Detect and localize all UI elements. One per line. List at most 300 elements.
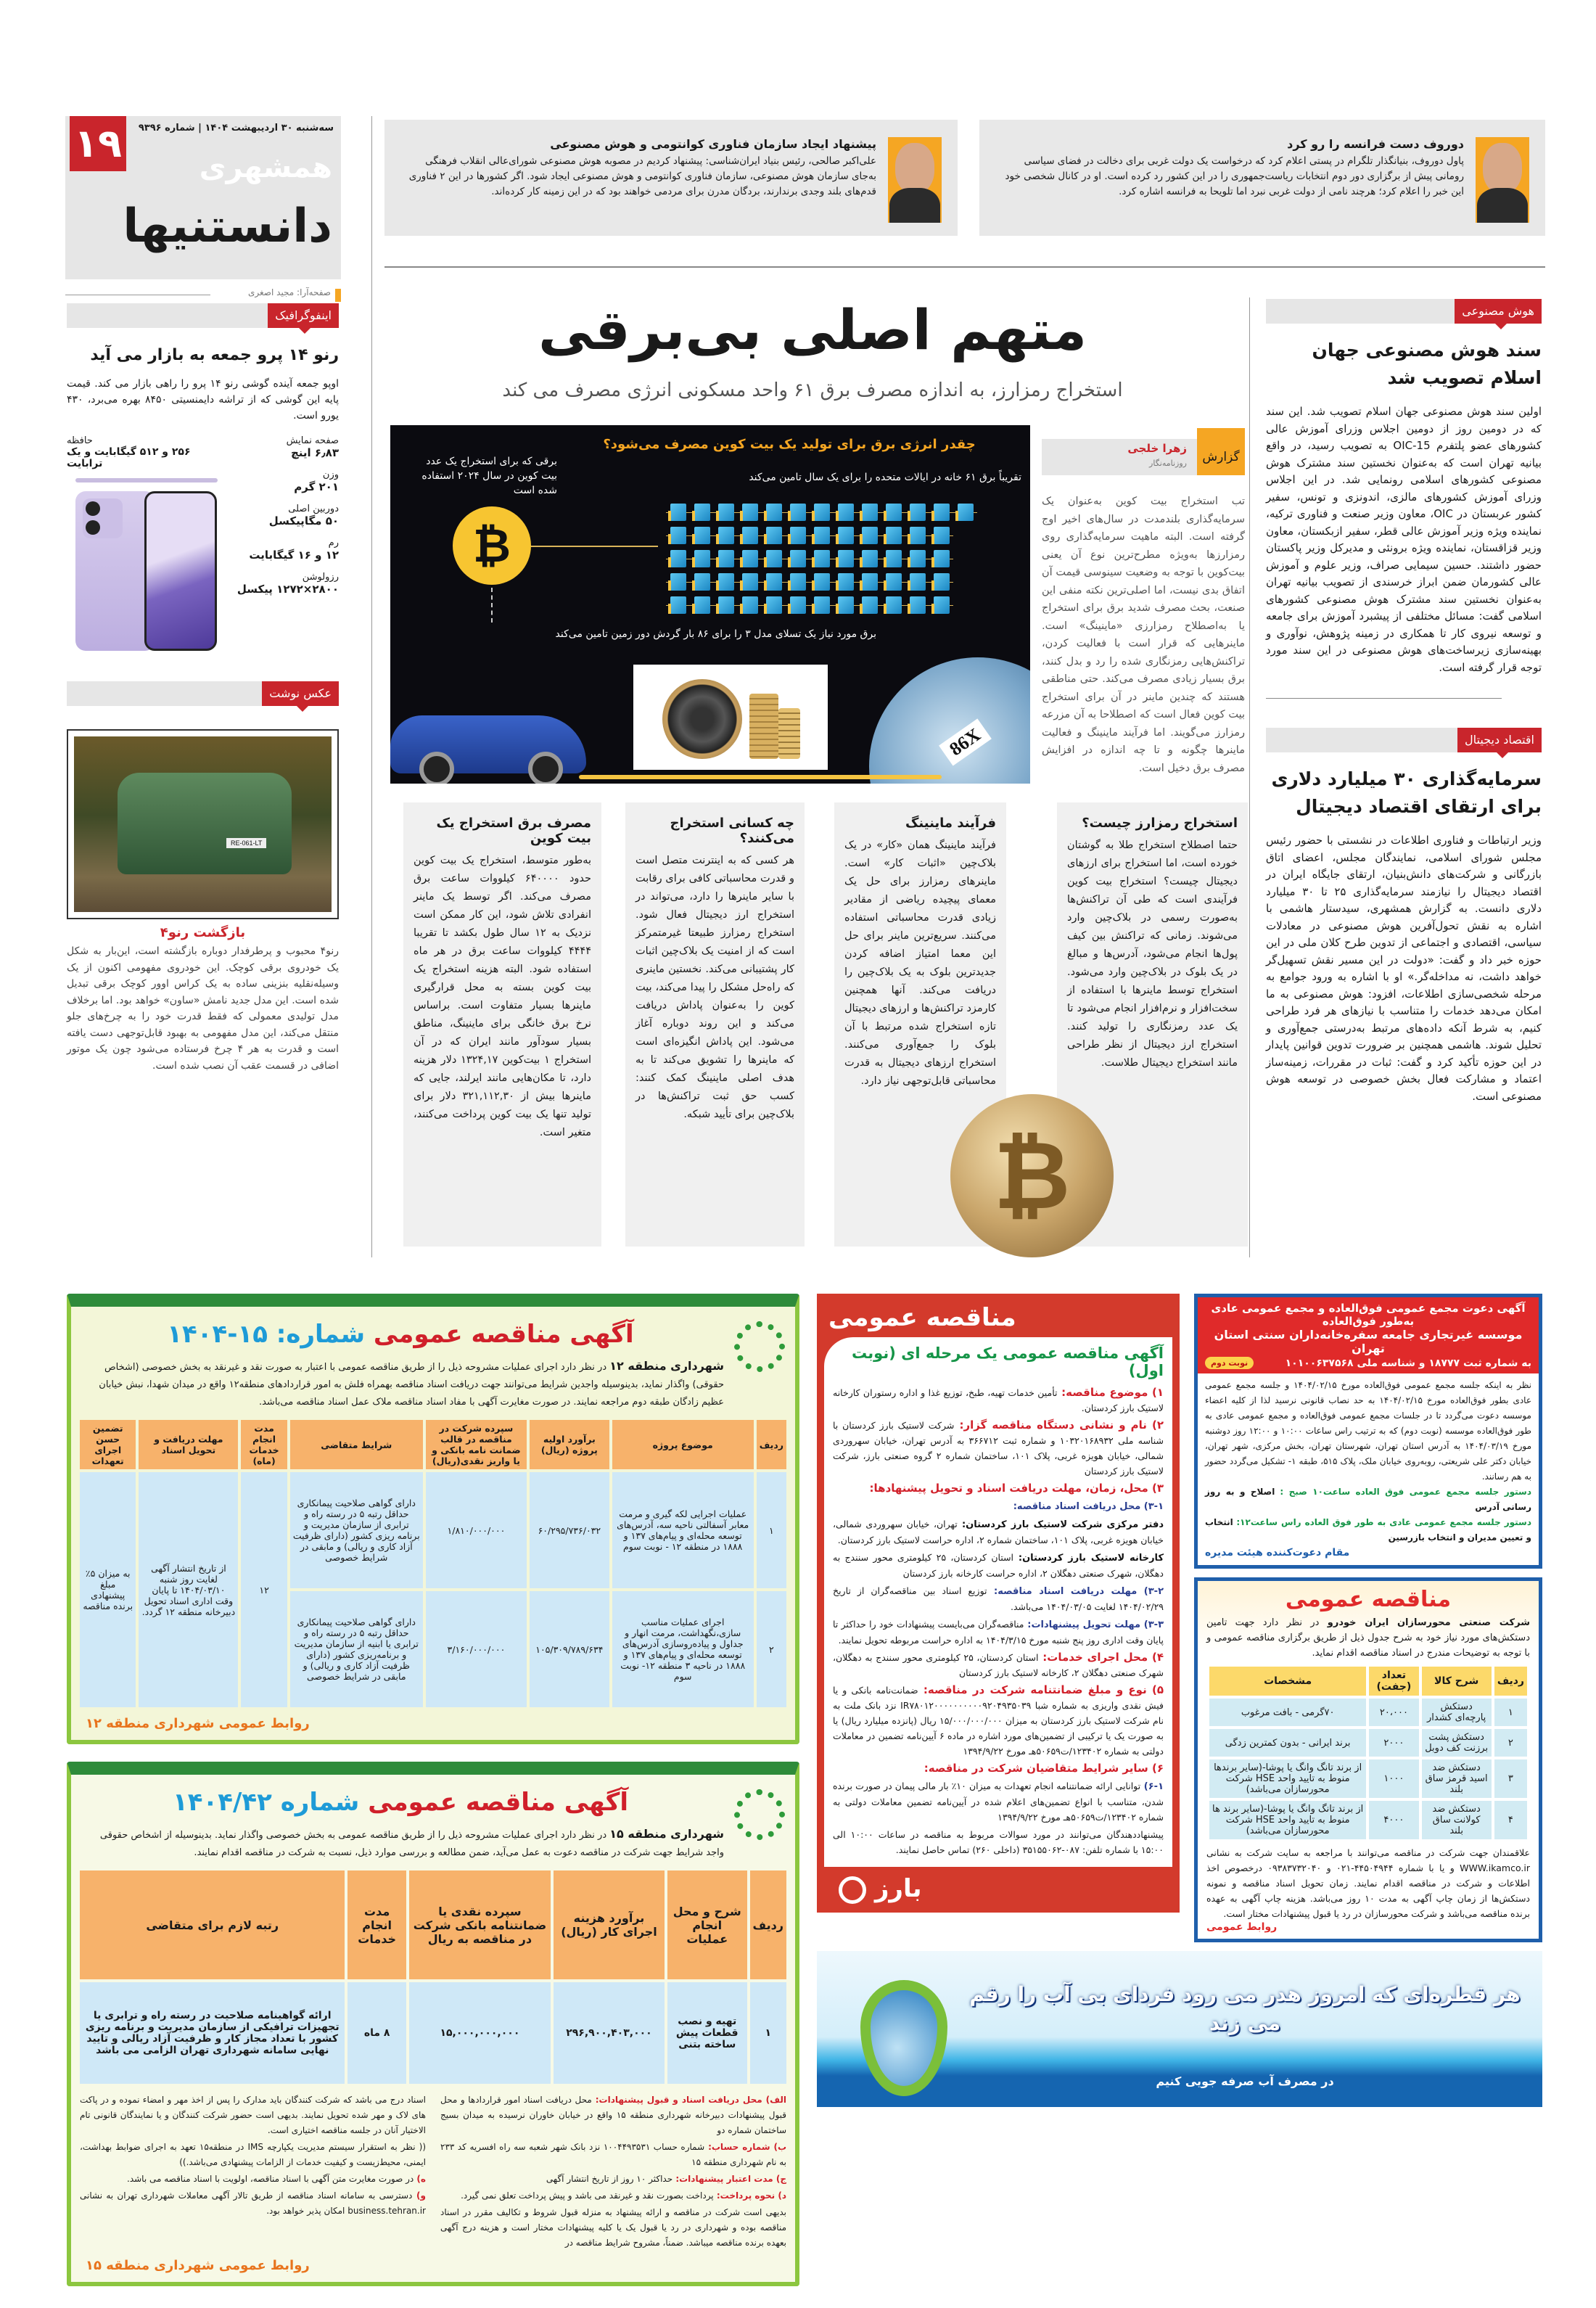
ad-title-line: به شماره ثبت ۱۸۷۷۷ و شناسه ملی ۱۰۱۰۰۶۳۷۵۶۸ xyxy=(1285,1357,1531,1369)
ads-area xyxy=(67,1294,1542,2286)
table-cell: ۲۰۰۰ xyxy=(1369,1729,1418,1757)
ad-headline: هر قطره‌ای که امروز هدر می رود فردای بی آب را رقم می زند xyxy=(969,1982,1521,2035)
spec-label: دوربین اصلی xyxy=(288,504,339,514)
ad-intro-text: در نظر دارد اجرای عملیات مشروحه ذیل را از طریق مناقصه عمومی به بخش خصوصی واگذار نماید. بدینوسیله از اشخاص حقوقی واجد شرایط جهت شرکت در مناقصه دعوت به عمل می‌آید، ضمن مطالعه و بررسی موارد ذیل، نسبت به شرکت در مناقصه اقدام نمایند. xyxy=(99,1830,724,1858)
data-table xyxy=(77,1417,789,1710)
ad-note-text: (( نظر به استقرار سیستم مدیریت یکپارچه IMS در منطقه۱۵ تعهد به اجرای ضوابط بهداشت، ایمنی، محیط‌زیست و کیفیت خدمات از الزامات پیشنهادی می‌باشد.)) xyxy=(80,2142,426,2167)
box-body: هر کسی که به اینترنت متصل است و قدرت محاسباتی کافی برای رقابت با سایر ماینرها را دارد، می‌تواند در استخراج ارز دیجیتال فعال شود. استخراج رمزارز طبیعتا غیرمتمرکز است که از امنیت یک بلاک‌چین اثبات کار پشتیبانی می‌کند. نخستین ماینری که راه‌حل مشکل را پیدا می‌کند، بیت کوین را به‌عنوان پاداش دریافت می‌کند و این روند دوباره آغاز می‌شود. این پاداش انگیزه‌ای است که ماینرها را تشویق می‌کند تا به هدف اصلی ماینینگ کمک کنند: کسب حق ثبت تراکنش‌ها در بلاک‌چین برای تأیید شبکه. xyxy=(635,855,794,1120)
bitcoin-infographic xyxy=(390,425,1030,784)
main-headline: متهم اصلی بی‌برقی xyxy=(538,297,1087,362)
ad-note-label: ه) xyxy=(414,2174,426,2184)
table-header-cell: سپرده شرکت در مناقصه در قالب ضمانت نامه بانکی و یا واریز نقدی(ریال) xyxy=(426,1420,527,1469)
house-icon xyxy=(934,596,950,614)
ad-section xyxy=(833,1778,1164,1825)
ad-notes-right xyxy=(440,2093,786,2252)
right-column xyxy=(1266,299,1542,1105)
spec-item xyxy=(230,538,339,562)
ad-note-text: دسترسی به سامانه اسناد مناقصه از طریق تالار آگهی معاملات شهرداری تهران به نشانی business.tehran.ir امکان پذیر خواهد بود. xyxy=(80,2190,426,2216)
infographic-title: چقدر انرژی برق برای تولید یک بیت کوین مصرف می‌شود؟ xyxy=(603,437,976,452)
table-header-cell: سپرده نقدی یا ضمانتنامه بانکی شرکت در مناقصه به ریال xyxy=(409,1870,551,1979)
ad-section-heading: ۳) محل، زمان، مهلت دریافت اسناد و تحویل پیشنهادها: xyxy=(869,1482,1164,1495)
photo-caption-body: رنو۴ محبوب و پرطرفدار دوباره بازگشته است، این‌بار به شکل یک خودروی برقی کوچک. این خودروی مفهومی اکنون از یک وسیله‌نقلیه بنزینی ساده به یک کراس اوور کوچک برقی تبدیل شده است. این مدل جدید نامش «ساون» خواهد بود. اما برخلاف مدل تولیدی معمولی که فقط قدرت خود را به چرخ‌های جلو منتقل می‌کند، این مدل مفهومی به بهبود قابل‌توجهی دست یافته است و قدرت به هر ۴ چرخ فرستاده می‌شود چون یک موتور اضافی در قسمت عقب آن نصب شده است. xyxy=(67,945,340,1072)
photo-caption-section xyxy=(67,681,339,1074)
phone-infographic-section xyxy=(67,303,339,652)
house-icon xyxy=(694,573,710,591)
spec-value: ۲۰۱ گرم xyxy=(294,480,339,493)
article-body: اوپو جمعه آینده گوشی رنو ۱۴ پرو را راهی بازار می کند. قیمت پایه این گوشی که از تراشه دایمنسیتی ۸۴۵۰ بهره می‌برد، ۴۳۰ یورو است. xyxy=(67,378,340,422)
ad-note xyxy=(440,2205,786,2251)
house-icon xyxy=(934,573,950,591)
house-icon xyxy=(742,527,758,544)
ad-section xyxy=(833,1550,1164,1581)
table-header-cell: برآورد اولیه پروژه (ریال) xyxy=(530,1420,609,1469)
table-header-cell: رتبه لازم برای متقاضی xyxy=(80,1870,345,1979)
agenda-label: دستور جلسه مجمع عمومی فوق العاده ساعت۱۰ صبح : xyxy=(1280,1487,1531,1497)
earth-image xyxy=(869,657,1030,784)
spec-item xyxy=(230,435,339,459)
ad-section-heading: کارخانه لاستیک بارز کردستان: xyxy=(1013,1553,1164,1564)
data-table xyxy=(77,1868,789,2087)
report-body: تب استخراج بیت کوین به‌عنوان یک سرمایه‌گذاری بلندمدت در سال‌های اخیر اوج گرفته است. البته ماهیت سرمایه‌گذاری روی رمزارزها به‌ویژه مطرح‌ترین نوع آن یعنی بیت‌کوین با توجه به وضعیت سینوسی قیمت آن اتفاق بدی نیست، اما اصلی‌ترین نکته منفی این صنعت، بحث مصرف شدید برق برای استخراج یا به‌اصطلاح رمزارزی «ماینینگ» است. ماینرهایی که قرار است با فعالیت کردن، تراکنش‌هایی رمزنگاری شده را رد و بدل کنند، برق بسیار زیادی مصرف می‌کند. حتی مناطقی هستند که چندین ماینر در آن برای استخراج بیت کوین فعال است که اصطلاحا به آن مزرعه رمزارز می‌گویند. اما فرآیند ماینینگ و فعالیت ماینرها چگونه و تا چه اندازه در افزایش مصرف برق دخیل است. xyxy=(1042,496,1245,774)
table-cell: ۳ xyxy=(1494,1759,1527,1798)
issue-date: سه‌شنبه ۳۰ اردیبهشت ۱۴۰۴ | شماره ۹۳۹۶ xyxy=(138,123,334,134)
house-icon xyxy=(790,596,806,614)
house-icon xyxy=(910,596,926,614)
agenda-text: اصلاح و به روز رسانی آدرس xyxy=(1205,1487,1531,1512)
house-icon xyxy=(718,504,734,521)
column-divider xyxy=(1249,297,1250,1257)
column-divider xyxy=(371,116,372,1257)
house-icon xyxy=(694,504,710,521)
ad-section-heading: ۳-۳) مهلت تحویل پیشنهادات: xyxy=(1024,1619,1164,1630)
box-title: استخراج رمزارز چیست؟ xyxy=(1082,816,1238,831)
house-icon xyxy=(766,504,782,521)
ad-note xyxy=(440,2172,786,2187)
ad-content xyxy=(824,1337,1172,1867)
house-icon xyxy=(790,527,806,544)
box-body: فرآیند ماینینگ همان «کار» در یک بلاک‌چین «اثبات کار» است. ماینرهای رمزارز برای حل یک معمای پیچیده ریاضی از مقادیر زیادی قدرت محاسباتی استفاده می‌کنند. سریع‌ترین ماینر برای حل این معما امتیاز اضافه کردن جدیدترین بلوک به یک بلاک‌چین را دریافت می‌کند. آنها همچنین کارمزد تراکنش‌ها و ارزهای دیجیتال تازه استخراج شده مرتبط با آن بلوک را جمع‌آوری می‌کنند. استخراج ارزهای دیجیتال به قدرت محاسباتی قابل‌توجهی نیاز دارد. xyxy=(844,839,996,1087)
masthead xyxy=(65,116,341,279)
table-cell: ۱/۸۱۰/۰۰۰/۰۰۰ xyxy=(426,1472,527,1588)
table-cell: عملیات اجرایی لکه گیری و مرمت معابر آسفالتی ناحیه سه، آدرس‌های توسعه محله‌ای و پیام‌های ۱۳۷ و ۱۸۸۸ در منطقه ۱۲ - نوبت سوم xyxy=(612,1472,754,1588)
house-icon xyxy=(790,550,806,567)
ad-section-heading: ۵) نوع و مبلغ ضمانتنامه شرکت در مناقصه: xyxy=(918,1683,1164,1696)
ad-note-label: الف) محل دریافت اسناد و قبول پیشنهادات: xyxy=(591,2095,787,2105)
layout-credit: صفحه‌آرا: مجید اصغری xyxy=(248,287,331,297)
ad-intro xyxy=(86,1358,724,1411)
ad-signature: مقام دعوت‌کننده هیئت مدیره xyxy=(1205,1547,1350,1558)
ad-section-heading: ۲) نام و نشانی دستگاه مناقصه گزار: xyxy=(954,1418,1164,1432)
ad-title-line: آگهی دعوت مجمع عمومی فوق‌العاده و مجمع عمومی عادی xyxy=(1211,1302,1526,1315)
ads-right-group xyxy=(817,1294,1542,2107)
ad-title-text: آگهی مناقصه عمومی xyxy=(373,1320,634,1349)
table-cell: ۱۰۵/۳۰۹/۷۸۹/۶۳۴ xyxy=(530,1591,609,1707)
table-header-cell: شرایط متقاضی xyxy=(290,1420,423,1469)
ad-signature: روابط عمومی xyxy=(1206,1921,1278,1933)
house-icon xyxy=(910,527,926,544)
house-icon xyxy=(862,527,878,544)
houses-grid xyxy=(666,504,985,620)
ad-note-label: ب) شماره حساب: xyxy=(704,2142,787,2152)
house-icon xyxy=(694,596,710,614)
ads-left-stack xyxy=(67,1294,799,2286)
table-header-cell: تضمین حسن اجرای تعهدات xyxy=(80,1420,136,1469)
house-icon xyxy=(934,527,950,544)
house-icon xyxy=(838,527,854,544)
section-tag: هوش مصنوعی xyxy=(1455,299,1542,324)
ad-footer: روابط عمومی شهرداری منطقه ۱۲ xyxy=(86,1716,310,1731)
portrait-photo xyxy=(888,137,942,223)
spec-item xyxy=(230,469,339,493)
house-icon xyxy=(718,550,734,567)
table-header-cell: شرح و محل انجام عملیات xyxy=(667,1870,747,1979)
ad-section xyxy=(833,1583,1164,1614)
ad-section xyxy=(833,1516,1164,1548)
spec-memory xyxy=(67,435,219,469)
dashed-connector xyxy=(491,588,493,623)
ad-section-heading: ۳-۲) مهلت دریافت اسناد مناقصه: xyxy=(987,1586,1164,1597)
house-icon xyxy=(886,504,902,521)
box-title: مصرف برق استخراج یک بیت کوین xyxy=(436,816,591,846)
mining-rig-image xyxy=(633,665,828,770)
ad-footer: روابط عمومی شهرداری منطقه ۱۵ xyxy=(86,2258,310,2273)
article-headline: سرمایه‌گذاری ۳۰ میلیارد دلاری برای ارتقای اقتصاد دیجیتال xyxy=(1271,768,1542,817)
ad-number: شماره ۱۴۰۴/۴۲ xyxy=(172,1788,360,1817)
ad-water-saving xyxy=(817,1951,1542,2107)
table-header-cell: مهلت دریافت و تحویل اسناد xyxy=(139,1420,238,1469)
section-tag-bar xyxy=(67,681,339,706)
ads-right-stack xyxy=(1194,1294,1542,1942)
section-divider xyxy=(1266,698,1502,699)
spec-left-area xyxy=(67,435,219,652)
spec-label: رزولوشن xyxy=(302,572,339,583)
infographic-report-row xyxy=(384,425,1248,784)
ad-section xyxy=(833,1761,1164,1776)
spec-area xyxy=(67,435,339,652)
table-cell: ۴۰۰۰ xyxy=(1369,1801,1418,1839)
table-header-cell: مشخصات xyxy=(1209,1667,1366,1696)
paper-logo: همشهری xyxy=(199,151,332,184)
table-header-cell: ردیف xyxy=(757,1420,786,1469)
report-header xyxy=(1042,439,1245,475)
box-title: چه کسانی استخراج می‌کنند؟ xyxy=(670,816,794,846)
table-header-cell: مدت انجام خدمات (ماه) xyxy=(241,1420,287,1469)
digital-economy-section xyxy=(1266,728,1542,1105)
ad-subline: در مصرف آب صرفه جویی کنیم xyxy=(1156,2074,1334,2088)
table-cell: ۱ xyxy=(757,1472,786,1588)
ad-assembly-invitation xyxy=(1194,1294,1542,1569)
table-cell: از برند تانگ وانگ یا پوشا-(سایر برند ها منوط به تایید واحد HSE شرکت محورسازان می‌باشد) xyxy=(1209,1801,1366,1839)
top-news-quantum xyxy=(384,120,958,236)
orbit-arc xyxy=(579,775,942,779)
renault-photo xyxy=(67,729,339,919)
ad-note-label: و) xyxy=(412,2190,426,2201)
house-icon xyxy=(766,596,782,614)
ad-section-heading: ۳-۱) محل دریافت اسناد مناقصه: xyxy=(1013,1501,1164,1512)
table-header-cell: مدت انجام خدمات xyxy=(347,1870,406,1979)
house-icon xyxy=(766,527,782,544)
table-cell-merged: به میزان ۵٪ مبلغ پیشنهادی برنده مناقصه xyxy=(80,1472,136,1707)
table-header-cell: موضوع پروژه xyxy=(612,1420,754,1469)
ad-title-line: به‌طور فوق‌العاده xyxy=(1322,1315,1415,1328)
ad-intro xyxy=(86,1826,724,1862)
ad-body: نظر به اینکه جلسه مجمع عمومی فوق‌العاده مورخ ۱۴۰۴/۰۲/۱۵ و جلسه مجمع عمومی عادی بطور فوق‌العاده مورخ ۱۴۰۴/۰۲/۱۵ به حد نصاب قانونی نرسید لذا از کلیه اعضاء موسسه دعوت می‌گردد تا در جلسات مجمع عمومی فوق‌العاده و مجمع عمومی عادی به طور فوق‌العاده موسسه (نوبت دوم) که به ترتیب راس ساعات ۱۰:۰۰ و ۱۲:۰۰ روز دوشنبه مورخ ۱۴۰۴/۰۳/۱۹ به آدرس استان تهران، شهرستان تهران، بخش مرکزی، شهر تهران، خیابان دکتر علی شریعتی، روبه‌روی خیابان ملک، پلاک ۵۱۵، طبقه ۱- تشکیل می‌گردد حضور به هم رسانند. xyxy=(1205,1380,1532,1482)
table-cell: دستکش ضد کولانت ساق بلند xyxy=(1422,1801,1492,1839)
ad-note xyxy=(80,2093,426,2138)
ad-ikamco-tender xyxy=(1194,1577,1542,1942)
news-title: پیشنهاد ایجاد سازمان فناوری کوانتومی و هوش مصنوعی xyxy=(550,137,876,151)
table-row xyxy=(1209,1759,1527,1798)
ad-section-text: پیشنهاددهندگان می‌توانند در مورد سوالات مربوط به مناقصه در ساعات ۱۰:۰۰ الی ۱۵:۰۰ با شماره تلفن: ۰۸۷-۳۵۱۵۵۰۶۲ (داخلی ۲۶۰) تماس حاصل نمایند. xyxy=(833,1829,1164,1855)
section-tag-bar xyxy=(1266,299,1542,324)
spec-value: ۱۲ و ۱۶ گیگابایت xyxy=(249,549,339,562)
box-body: حتما اصطلاح استخراج طلا به گوشتان خورده است، اما استخراج برای ارزهای دیجیتال چیست؟ استخراج بیت کوین فرآیندی است که طی آن تراکنش‌ها به‌صورت رسمی در بلاک‌چین وارد می‌شوند. زمانی که تراکنش بین کیف پول‌ها انجام می‌شود، آدرس‌ها و مبالغ در یک بلوک در بلاک‌چین وارد می‌شود. استخراج توسط ماینرها با استفاده از سخت‌افزار و نرم‌افزار انجام می‌شود تا یک عدد رمزنگاری را تولید کنند. استخراج ارز دیجیتال از نظر طراحی مانند استخراج دیجیتال طلاست. xyxy=(1067,839,1238,1069)
house-icon xyxy=(694,550,710,567)
house-icon xyxy=(718,573,734,591)
house-icon xyxy=(670,550,686,567)
table-cell: ۱ xyxy=(1494,1699,1527,1726)
table-cell: ۲ xyxy=(757,1591,786,1707)
ad-intro: در نظر دارد جهت تامین دستکش‌های مورد نیاز خود به شرح جدول ذیل از طریق برگزاری مناقصه عمومی و با توجه به توضیحات مندرج در اسناد مناقصه اقدام نماید. xyxy=(1206,1617,1530,1659)
water-drop-icon xyxy=(860,1980,947,2096)
house-icon xyxy=(886,573,902,591)
left-column xyxy=(67,303,339,1074)
house-icon xyxy=(790,504,806,521)
table-header-row xyxy=(80,1870,786,1979)
article-body: وزیر ارتباطات و فناوری اطلاعات در نشستی با حضور رئیس مجلس شورای اسلامی، نمایندگان مجلس، اعضای اتاق بازرگانی و شرکت‌های دانش‌بنیان، ارتقای جایگاه ایران در اقتصاد دیجیتال را نیازمند سرمایه‌گذاری ۲۵ تا ۳۰ میلیارد دلاری دانست. به گزارش همشهری، سیدستار هاشمی با اشاره به نقش تحول‌آفرین هوش مصنوعی در معادلات سیاسی، اقتصادی و اجتماعی از تدوین طرح کلان ملی در این حوزه خبر داد و گفت: «دولت در این مسیر نقش تسهیل‌گر خواهد داشت، نه مداخله‌گر.» او با اشاره به ورود جوامع به مرحله شخصی‌سازی اطلاعات، افزود: هوش مصنوعی به ما امکان می‌دهد خدمات را متناسب با نیازهای هر فرد طراحی کنیم، به شرط آنکه داده‌های مرتبط به‌درستی جمع‌آوری و تحلیل شوند. هاشمی همچنین بر ضرورت تدوین قوانین پایدار در این حوزه تأکید کرد و گفت: ثبات در مقررات، زمینه‌ساز اعتماد و مشارکت فعال بخش خصوصی در توسعه هوش مصنوعی است. xyxy=(1266,834,1542,1103)
bitcoin-caption: برقی که برای استخراج یک عدد بیت کوین در سال ۲۰۲۴ استفاده شده است xyxy=(421,456,557,496)
ad-section-text: مناقصه‌گران می‌بایست پیشنهادات خود را حداکثر تا پایان وقت اداری روز پنج شنبه مورخ ۱۴۰۴/۳/۱۵ به اداره حراست مربوطه تحویل نمایند. xyxy=(833,1619,1164,1646)
table-header-cell: ردیف xyxy=(1494,1667,1527,1696)
house-icon xyxy=(718,596,734,614)
tender-table xyxy=(77,1417,789,1710)
table-cell: ۶۰/۲۹۵/۷۳۶/۰۳۲ xyxy=(530,1472,609,1588)
table-header-row xyxy=(1209,1667,1527,1696)
house-icon xyxy=(814,596,830,614)
ad-sections xyxy=(833,1385,1164,1857)
house-icon xyxy=(766,550,782,567)
ad-org: شهرداری منطقه ۱۲ xyxy=(609,1359,724,1373)
table-cell: ۸ ماه xyxy=(347,1982,406,2084)
goods-table xyxy=(1206,1664,1530,1842)
ad-org: شهرداری منطقه ۱۵ xyxy=(609,1827,724,1841)
badge-86x: 86X xyxy=(939,718,992,765)
spec-label: صفحه نمایش xyxy=(286,435,339,446)
table-cell: دستکش پشت برزنت کف دوبل xyxy=(1422,1729,1492,1757)
tesla-car-image xyxy=(390,715,586,773)
house-icon xyxy=(814,527,830,544)
news-body: پاول دوروف، بنیانگذار تلگرام در پستی اعلام کرد که درخواست یک دولت غربی برای دخالت در فضای سیاسی رومانی پیش از برگزاری دور دوم انتخابات ریاست‌جمهوری را در این کشور رد کرده است. او در کانال شخصی خود این خبر را اعلام کرد؛ هرچند نامی از دولت غربی نبرد اما تلویحا به فرانسه اشاره کرد. xyxy=(1005,155,1464,197)
house-icon xyxy=(670,596,686,614)
ad-title-line: موسسه غیرتجاری جامعه سفره‌خانه‌داران سنتی استان تهران xyxy=(1214,1328,1523,1355)
table-cell: ارائه گواهینامه صلاحیت در رسته راه و ترابری یا تجهیزات ترافیکی از سازمان مدیریت و برنامه ریزی کشور با تعداد مجاز کار و ظرفیت آزاد ریالی و تایید نهایی سامانه شهرداری تهران الزامی می باشد xyxy=(80,1982,345,2084)
ad-note-text: اسناد درج می باشد که شرکت کنندگان باید مدارک را پس از اخذ مهر و امضاء نموده و در پاکت های لاک و مهر شده تحویل نمایند. بدیهی است حضور شرکت کنندگان و یا نمایندگان قانونی تام الاختیار آنان در جلسه مناقصه اختیاری است. xyxy=(80,2095,426,2135)
house-icon xyxy=(670,573,686,591)
box-power-consumption xyxy=(403,802,601,1247)
ad-section-text: توزیع اسناد بین مناقصه‌گران از تاریخ ۱۴۰۴/۰۲/۲۹ لغایت ۱۴۰۴/۰۳/۰۵ می‌باشد. xyxy=(833,1585,1164,1612)
table-header-cell: برآورد هزینه اجرای کار (ریال) xyxy=(554,1870,665,1979)
table-cell: ۷۰گرمی - بافت مرغوب xyxy=(1209,1699,1366,1726)
table-header-row xyxy=(80,1420,786,1469)
table-cell: ۴ xyxy=(1494,1801,1527,1839)
house-icon xyxy=(814,550,830,567)
ad-footer-text: علاقمندان جهت شرکت در مناقصه می‌توانند با مراجعه به سایت شرکت به نشانی WWW.ikamco.ir و یا با شماره ۴۴۵۰۴۹۴۴-۰۲۱ و ۰۹۳۸۳۷۳۲۰۴۰ درخصوص اخذ اطلاعات و شرکت در مناقصه اقدام نمایند. زمان تحویل اسناد مناقصه و نمونه دستکش‌ها از زمان چاپ آگهی به مدت ۱۰ روز می‌باشد. هزینه چاپ آگهی به عهده برنده مناقصه می‌باشد و شرکت محورسازان در رد یا قبول پیشنهادات مختار است. xyxy=(1206,1847,1530,1919)
ad-banner: مناقصه عمومی xyxy=(828,1303,1016,1332)
box-body: به‌طور متوسط، استخراج یک بیت کوین حدود ۶۴۰۰۰۰ کیلووات ساعت برق مصرف می‌کند. اگر توسط یک ماینر انفرادی تلاش شود، این کار ممکن است نزدیک به ۱۲ سال طول بکشد تا تقریبا ۴۴۴۴ کیلووات ساعت برق در هر ماه استفاده شود. البته هزینه استخراج یک بیت کوین بسته به محل قرارگیری ماینرها بسیار متفاوت است. براساس نرخ برق خانگی برای ماینینگ، مناطق بسیار سودآور مانند ایران که در آن استخراج ۱ بیت‌کوین ۱۳۲۴,۱۷ دلار هزینه دارد، تا مکان‌هایی مانند ایرلند، جایی که ماینرها بیش از ۳۲۱,۱۱۲,۳۰ دلار برای تولید تنها یک بیت کوین پرداخت می‌کنند، متغیر است. xyxy=(414,855,591,1138)
top-divider xyxy=(384,266,1545,268)
spec-item xyxy=(230,572,339,596)
box-who-mines xyxy=(625,802,805,1247)
report-label: گزارش xyxy=(1197,428,1245,475)
house-icon xyxy=(742,596,758,614)
main-subtitle: استخراج رمزارز، به اندازه مصرف برق ۶۱ واحد مسکونی انرژی مصرف می کند xyxy=(502,379,1123,401)
ad-note-text: بدیهی است شرکت در مناقصه و ارائه پیشنهاد به منزله قبول شروط و تکالیف مقرر در اسناد مناقصه بوده و شهرداری در رد یا قبول یک یا کلیه پیشنهادات مختار است و هزینه درج آگهی بعهده برنده مناقصه میباشد. ضمناً، مشروح شرایط مناقصه در xyxy=(440,2207,786,2248)
ad-intro-text: در نظر دارد اجرای عملیات مشروحه ذیل را از طریق مناقصه عمومی با اعتبار به صورت نقد و غیرنقد به بخش خصوصی (اشخاص حقوقی) واگذار نماید، بدینوسیله واجدین شرایط می‌توانند جهت دریافت اسناد مناقصه بهمراه فلش به امور قراردادهای منطقه۱۲ واقع در میدان شهدا، نبش خیابان عظیم زادگان طبقه دوم مراجعه نمایند. در صورت مغایرت آگهی با مفاد اسناد مناقصه ملاک عمل اسناد مناقصه می‌باشد. xyxy=(99,1362,724,1408)
ad-subtitle: آگهی مناقصه عمومی یک مرحله ای (نوبت اول) xyxy=(852,1344,1164,1379)
box-title: فرآیند ماینینگ xyxy=(905,816,996,831)
table-cell: ۳/۱۶۰/۰۰۰/۰۰۰ xyxy=(426,1591,527,1707)
portrait-photo xyxy=(1476,137,1529,223)
house-icon xyxy=(766,573,782,591)
house-icon xyxy=(886,550,902,567)
house-icon xyxy=(862,504,878,521)
ad-section-text: ضمانت‌نامه بانکی و یا فیش نقدی واریزی به شماره شبا IR۷۸۰۱۲۰۰۰۰۰۰۰۰۰۰۹۲۰۴۹۳۵۰۳۹ نزد بانک ملت به نام شرکت لاستیک بارز کردستان به میزان ۱۵/۰۰۰/۰۰۰/۰۰۰ ریال (پانزده میلیارد ریال) یا به صورت یک یا ترکیبی از تضمین‌های مورد اشاره در ماده ۶ آیین‌نامه تضمین در معاملات دولتی به شماره ۱۲۳۴۰۲/ت۵۰۶۵۹هـ مورخ ۱۳۹۴/۹/۲۲ xyxy=(833,1685,1164,1757)
table-cell: دارای گواهی صلاحیت پیمانکاری حداقل رتبه ۵ در رسته راه و ترابری از سازمان مدیریت و برنامه ریزی کشور (دارای ظرفیت آزاد کاری و ریالی) و مابقی در شرایط خصوصی xyxy=(290,1472,423,1588)
house-icon xyxy=(790,573,806,591)
report-author-role: روزنامه‌نگار xyxy=(1149,459,1187,468)
ai-section xyxy=(1266,299,1542,676)
ads-right-row xyxy=(817,1294,1542,1942)
bitcoin-coin-image: ₿ xyxy=(950,1094,1114,1257)
spec-value: ۵۰ مگاپیکسل xyxy=(268,514,339,527)
ad-note-text: حداکثر ۱۰ روز از تاریخ انتشار آگهی xyxy=(546,2174,673,2184)
house-icon xyxy=(862,573,878,591)
layout-credit-row xyxy=(65,287,341,302)
ad-notes-left xyxy=(80,2093,426,2252)
table-cell-merged: ۱۲ xyxy=(241,1472,287,1707)
ad-header xyxy=(1198,1297,1539,1373)
spec-label: رم xyxy=(328,538,339,549)
section-tag: عکس نوشت xyxy=(262,681,339,706)
ad-section-heading: ۱) موضوع مناقصه: xyxy=(1057,1386,1164,1399)
ad-section-text: تهران، خیابان سهروردی شمالی، خیابان هویزه غربی، پلاک ۱۰۱، ساختمان شماره ۲، اداره حراست لاستیک بارز کردستان. xyxy=(833,1519,1164,1545)
ad-note xyxy=(440,2188,786,2204)
spec-value: ۲۸۰۰×۱۲۷۲ پیکسل xyxy=(236,583,339,596)
ad-note-text: محل دریافت اسناد امور قراردادها و محل قبول پیشنهادات دبیرخانه شهرداری منطقه ۱۵ واقع در خیابان خاوران نرسیده به میدان بسیج ساختمان شماره دو xyxy=(440,2095,786,2135)
table-cell: از برند تانگ وانگ یا پوشا-(سایر برندها منوط به تایید واحد HSE شرکت محورسازان می‌باشد) xyxy=(1209,1759,1366,1798)
house-icon xyxy=(886,596,902,614)
ad-section-text: استان کردستان، ۲۵ کیلومتری محور سنندج به دهگلان، شهرک صنعتی دهگلان ۲، کارخانه لاستیک بارز کردستان xyxy=(833,1652,1164,1678)
spec-item xyxy=(230,504,339,527)
photo-caption-title: بازگشت رنو۴ xyxy=(160,925,246,940)
connector-line xyxy=(531,546,658,547)
house-icon xyxy=(814,504,830,521)
ad-region12-tender xyxy=(67,1294,799,1744)
spec-label: حافظه xyxy=(67,435,93,446)
house-icon xyxy=(934,504,950,521)
table-cell: ۱۵,۰۰۰,۰۰۰,۰۰۰ xyxy=(409,1982,551,2084)
ad-notes xyxy=(77,2093,789,2252)
table-cell-merged: از تاریخ انتشار آگهی لغایت روز شنبه ۱۴۰۴/۰۳/۱۰ تا پایان وقت اداری اسناد تحویل دبیرخانه منطقه ۱۲ گردد. xyxy=(139,1472,238,1707)
table-cell: ۱۰۰۰ xyxy=(1369,1759,1418,1798)
house-icon xyxy=(742,573,758,591)
house-icon xyxy=(886,527,902,544)
house-icon xyxy=(814,573,830,591)
table-row xyxy=(1209,1699,1527,1726)
section-title: دانستنیها xyxy=(123,200,332,253)
table-header-cell: ردیف xyxy=(750,1870,786,1979)
report-sidebar xyxy=(1042,425,1245,777)
ad-note-label: د) نحوه پرداخت: xyxy=(713,2190,786,2201)
table-cell: دستکش پارچه‌ای کشدار xyxy=(1422,1699,1492,1726)
ad-section xyxy=(833,1385,1164,1416)
data-table xyxy=(1206,1664,1530,1842)
ad-section xyxy=(833,1418,1164,1479)
spec-list xyxy=(230,435,339,652)
house-icon xyxy=(718,527,734,544)
table-cell: دستکش ضد اسید قرمز ساق بلند xyxy=(1422,1759,1492,1798)
house-icon xyxy=(694,527,710,544)
house-icon xyxy=(838,573,854,591)
section-tag: اینفوگرافیک xyxy=(268,303,339,328)
news-body: علی‌اکبر صالحی، رئیس بنیاد ایران‌شناسی: پیشنهاد کردیم در مصوبه هوش مصنوعی شورای‌عالی انقلاب فرهنگی به‌جای سازمان هوش مصنوعی، سازمان فناوری کوانتومی و هوش مصنوعی ایجاد شود. اگر کشورها در این ۲ فناوری قدم‌های بلند وجدی برندارند، بردگان مدرن برای مردمی خواهند بود که در این زمینه کار کرده‌اند. xyxy=(408,155,876,197)
section-tag-bar xyxy=(67,303,339,328)
table-row xyxy=(80,1982,786,2084)
ad-company: شرکت صنعتی محورسازان ایران خودرو xyxy=(1327,1617,1530,1628)
barez-logo xyxy=(824,1874,1172,1904)
table-cell: دارای گواهی صلاحیت پیمانکاری حداقل رتبه ۵ در رسته راه و ترابری یا ابنیه از سازمان مدیریت و برنامه‌ریزی کشور (دارای ظرفیت آزاد کاری و ریالی) و مابقی در شرایط خصوصی xyxy=(290,1591,423,1707)
article-headline: رنو ۱۴ پرو جمعه به بازار می آید xyxy=(90,346,339,364)
info-boxes-row xyxy=(384,802,1248,1247)
table-cell: ۲۹۶,۹۰۰,۴۰۳,۰۰۰ xyxy=(554,1982,665,2084)
ad-note xyxy=(440,2093,786,2138)
spec-value: ۶٫۸۳ اینچ xyxy=(290,446,339,459)
table-cell: ۲۰،۰۰۰ xyxy=(1369,1699,1418,1726)
house-icon xyxy=(910,504,926,521)
section-tag-bar xyxy=(1266,728,1542,752)
ad-section xyxy=(833,1650,1164,1680)
ad-section-heading: ۴) محل اجرای خدمات: xyxy=(1038,1651,1164,1664)
houses-caption: تقریباً برق ۶۱ خانه در ایالات متحده را برای یک سال تامین می‌کند xyxy=(749,472,1021,483)
ad-section-heading: دفتر مرکزی شرکت لاستیک بارز کردستان: xyxy=(957,1519,1164,1530)
ad-section xyxy=(833,1481,1164,1496)
house-icon xyxy=(742,550,758,567)
ad-note-text: شماره حساب ۱۰۰۴۴۹۳۵۳۱ نزد بانک شهر شعبه سه راه افسریه کد ۲۳۳ به نام شهرداری منطقه ۱۵ xyxy=(440,2142,786,2167)
spec-value: ۲۵۶ و ۵۱۲ گیگابایت و یک ترابایت xyxy=(67,446,191,469)
ad-section-text: تأمین خدمات تهیه، طبخ، توزیع غذا و اداره رستوران کارخانه لاستیک بارز کردستان. xyxy=(833,1387,1164,1413)
ad-section-text: توانایی ارائه ضمانتنامه انجام تعهدات به میزان ۱۰٪ بار مالی پیمان در صورت برنده شدن، متناسب با انواع تضمین‌های اعلام شده در آیین‌نامه تضمین معاملات دولتی به شماره ۱۲۳۴۰۲/ت۵۰۶۵۹هـ مورخ ۱۳۹۴/۹/۲۲ xyxy=(833,1781,1164,1823)
ad-section-text: استان کردستان، ۲۵ کیلومتری محور سنندج به دهگلان، شهرک صنعتی دهگلان ۲، اداره حراست کارخانه بارز کردستان xyxy=(833,1552,1164,1579)
house-icon xyxy=(670,527,686,544)
agenda-label: دستور جلسه مجمع عمومی عادی به طور فوق العاده راس ساعت۱۲: xyxy=(1236,1517,1531,1527)
round-badge: نوبت دوم xyxy=(1205,1357,1254,1369)
ad-title xyxy=(77,1785,724,1820)
ad-note-text: پرداخت بصورت نقد و غیرنقد می باشد و پیش پرداخت تعلق نمی گیرد. xyxy=(461,2190,714,2201)
agenda-text: انتخاب و تعیین مدیران و انتخاب بازرسین xyxy=(1205,1517,1531,1543)
report-author: زهرا خلجی xyxy=(1127,442,1187,455)
house-icon xyxy=(862,550,878,567)
barez-logo-text: بارز xyxy=(874,1874,922,1903)
house-icon xyxy=(838,596,854,614)
table-row xyxy=(1209,1801,1527,1839)
ad-title: مناقصه عمومی xyxy=(1285,1587,1452,1612)
table-row xyxy=(1209,1729,1527,1757)
ad-title-text: آگهی مناقصه عمومی xyxy=(368,1788,629,1817)
page-number: ۱۹ xyxy=(70,116,126,171)
ad-note-label: ج) مدت اعتبار پیشنهادات: xyxy=(672,2174,786,2184)
table-header-cell: شرح کالا xyxy=(1422,1667,1492,1696)
table-header-cell: تعداد (جفت) xyxy=(1369,1667,1418,1696)
